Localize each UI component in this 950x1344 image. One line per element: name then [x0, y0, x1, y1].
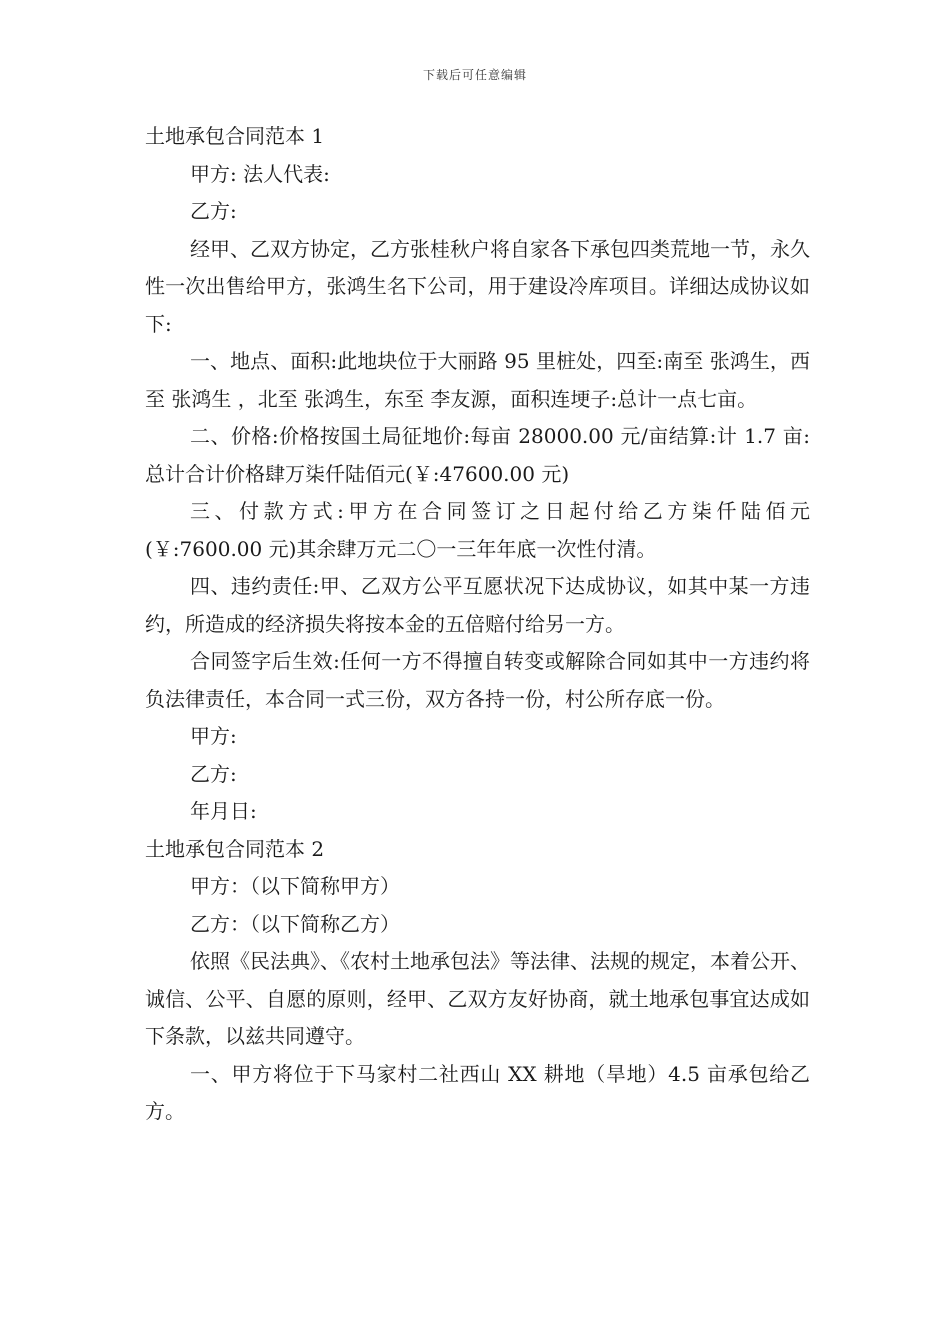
contract-1-clause-price: 二、价格:价格按国土局征地价:每亩 28000.00 元/亩结算:计 1.7 亩:总计合计价格肆万柒仟陆佰元(￥:47600.00 元): [145, 424, 810, 486]
contract-2-clause-1: 一、甲方将位于下马家村二社西山 XX 耕地（旱地）4.5 亩承包给乙方。: [145, 1061, 810, 1123]
contract-1-date: 年月日:: [190, 799, 257, 823]
contract-1-sign-a: 甲方:: [190, 724, 237, 748]
contract-2-party-a: 甲方：（以下简称甲方）: [190, 874, 400, 898]
contract-1-sign-b: 乙方:: [190, 761, 237, 786]
contract-1-clause-location: 一、地点、面积:此地块位于大丽路 95 里桩处，四至:南至 张鸿生，西至 张鸿生 ，北至 张鸿生，东至 李友源，面积连埂子:总计一点七亩。: [145, 349, 810, 411]
page-header-note: 下载后可任意编辑: [422, 68, 527, 82]
contract-1-intro: 经甲、乙双方协定，乙方张桂秋户将自家各下承包四类荒地一节，永久性一次出售给甲方，张鸿生名下公司，用于建设冷库项目。详细达成协议如下:: [145, 236, 810, 336]
contract-1-title: 土地承包合同范本 1: [145, 124, 325, 148]
contract-2-intro: 依照《民法典》、《农村土地承包法》等法律、法规的规定，本着公开、诚信、公平、自愿的原则，经甲、乙双方友好协商，就土地承包事宜达成如下条款，以兹共同遵守。: [145, 949, 810, 1048]
contract-1-clause-effective: 合同签字后生效:任何一方不得擅自转变或解除合同如其中一方违约将负法律责任，本合同一式三份，双方各持一份，村公所存底一份。: [145, 649, 810, 711]
document-body: [145, 118, 810, 1131]
contract-1-clause-liability: 四、违约责任:甲、乙双方公平互愿状况下达成协议，如其中某一方违约，所造成的经济损失将按本金的五倍赔付给另一方。: [145, 574, 810, 636]
contract-2-party-b: 乙方：（以下简称乙方）: [190, 911, 400, 936]
contract-2-title: 土地承包合同范本 2: [145, 836, 325, 861]
contract-1-clause-payment: 三、付款方式:甲方在合同签订之日起付给乙方柒仟陆佰元(￥:7600.00 元)其余肆万元二〇一三年年底一次性付清。: [145, 499, 810, 561]
contract-1-party-b: 乙方:: [190, 199, 237, 223]
contract-1-party-a: 甲方: 法人代表:: [190, 161, 330, 186]
